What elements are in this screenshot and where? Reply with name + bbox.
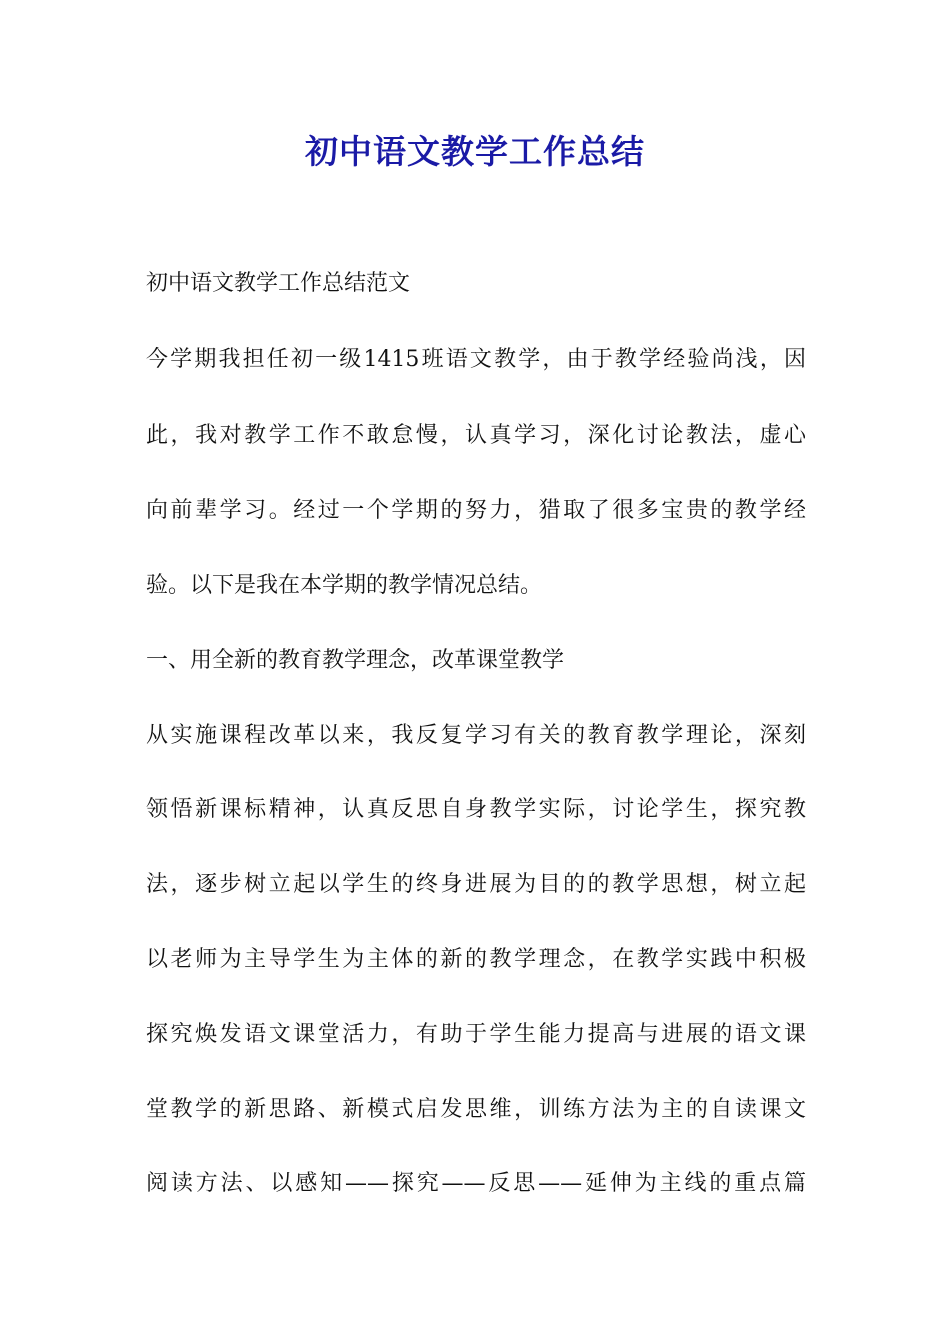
paragraph-1-line: 验。以下是我在本学期的教学情况总结。 bbox=[146, 573, 543, 598]
section-heading: 一、用全新的教育教学理念，改革课堂教学 bbox=[146, 648, 565, 673]
paragraph-2-line: 领悟新课标精神，认真反思自身教学实际，讨论学生，探究教 bbox=[146, 797, 806, 822]
paragraph-2-line: 阅读方法、以感知——探究——反思——延伸为主线的重点篇 bbox=[146, 1171, 806, 1196]
paragraph-2-line: 从实施课程改革以来，我反复学习有关的教育教学理论，深刻 bbox=[146, 723, 806, 748]
paragraph-2-line: 探究焕发语文课堂活力，有助于学生能力提高与进展的语文课 bbox=[146, 1022, 806, 1047]
paragraph-1-line: 今学期我担任初一级1415班语文教学，由于教学经验尚浅，因 bbox=[146, 347, 806, 372]
document-title: 初中语文教学工作总结 bbox=[305, 132, 645, 171]
paragraph-1-line: 此，我对教学工作不敢怠慢，认真学习，深化讨论教法，虚心 bbox=[146, 423, 806, 448]
paragraph-2-line: 法，逐步树立起以学生的终身进展为目的的教学思想，树立起 bbox=[146, 872, 806, 897]
paragraph-2-line: 堂教学的新思路、新模式启发思维，训练方法为主的自读课文 bbox=[146, 1097, 806, 1122]
document-subtitle: 初中语文教学工作总结范文 bbox=[146, 271, 411, 296]
paragraph-1-line: 向前辈学习。经过一个学期的努力，猎取了很多宝贵的教学经 bbox=[146, 498, 806, 523]
paragraph-2-line: 以老师为主导学生为主体的新的教学理念，在教学实践中积极 bbox=[146, 947, 806, 972]
